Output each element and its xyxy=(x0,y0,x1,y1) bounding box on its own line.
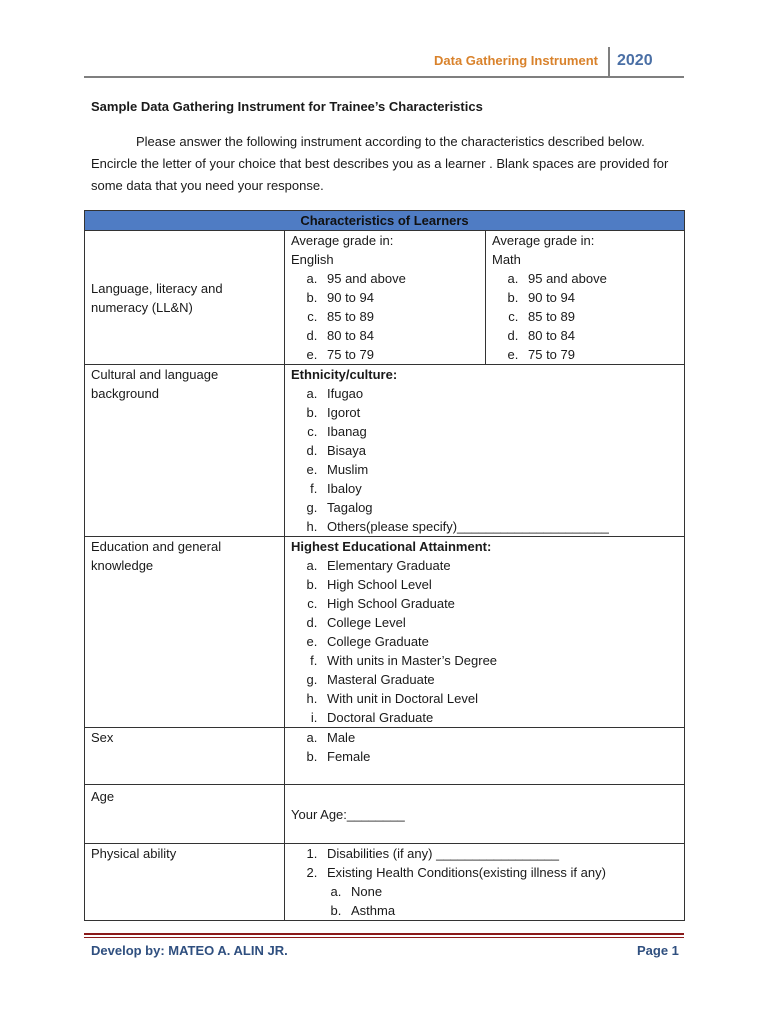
english-subject: English xyxy=(291,252,334,267)
english-option[interactable]: d. 80 to 84 xyxy=(321,326,479,345)
footer-rule-thin xyxy=(84,937,684,938)
row-label-physical: Physical ability xyxy=(85,844,285,921)
math-option[interactable]: a. 95 and above xyxy=(522,269,678,288)
culture-cell xyxy=(285,365,685,537)
characteristics-table xyxy=(84,210,685,921)
physical-items xyxy=(291,844,678,920)
intro-paragraph xyxy=(91,131,691,197)
math-option[interactable]: c. 85 to 89 xyxy=(522,307,678,326)
english-grade-cell xyxy=(285,231,486,365)
math-subject: Math xyxy=(492,252,521,267)
sex-options xyxy=(291,728,678,766)
document-title: Sample Data Gathering Instrument for Trainee’s Characteristics xyxy=(91,99,483,114)
row-label-age: Age xyxy=(85,785,285,844)
education-option[interactable]: i. Doctoral Graduate xyxy=(321,708,678,727)
math-grade-cell xyxy=(486,231,685,365)
english-options xyxy=(291,269,479,364)
english-option[interactable]: c. 85 to 89 xyxy=(321,307,479,326)
footer-page-number: Page 1 xyxy=(637,943,679,958)
education-option[interactable]: c. High School Graduate xyxy=(321,594,678,613)
culture-option-others[interactable]: h. Others(please specify)_____________________ xyxy=(321,517,678,536)
education-option[interactable]: a. Elementary Graduate xyxy=(321,556,678,575)
age-cell xyxy=(285,785,685,844)
table-row-llen xyxy=(85,231,685,365)
culture-option[interactable]: a. Ifugao xyxy=(321,384,678,403)
header-rule xyxy=(84,76,684,78)
education-option[interactable]: g. Masteral Graduate xyxy=(321,670,678,689)
row-label-culture: Cultural and language background xyxy=(85,365,285,537)
health-option[interactable]: a. None xyxy=(345,882,678,901)
health-options xyxy=(327,882,678,920)
table-row-culture xyxy=(85,365,685,537)
education-option[interactable]: f. With units in Master’s Degree xyxy=(321,651,678,670)
math-title: Average grade in: xyxy=(492,233,595,248)
education-option[interactable]: h. With unit in Doctoral Level xyxy=(321,689,678,708)
row-label-education: Education and general knowledge xyxy=(85,537,285,728)
education-option[interactable]: e. College Graduate xyxy=(321,632,678,651)
footer-rule-thick xyxy=(84,933,684,935)
culture-option[interactable]: f. Ibaloy xyxy=(321,479,678,498)
english-option[interactable]: a. 95 and above xyxy=(321,269,479,288)
culture-option[interactable]: d. Bisaya xyxy=(321,441,678,460)
header-title: Data Gathering Instrument xyxy=(434,53,598,68)
age-input[interactable]: Your Age:________ xyxy=(291,806,405,822)
education-options xyxy=(291,556,678,727)
row-label-llen: Language, literacy and numeracy (LL&N) xyxy=(85,231,285,365)
math-option[interactable]: e. 75 to 79 xyxy=(522,345,678,364)
education-option[interactable]: b. High School Level xyxy=(321,575,678,594)
header-separator xyxy=(608,47,610,77)
row-label-sex: Sex xyxy=(85,728,285,785)
education-option[interactable]: d. College Level xyxy=(321,613,678,632)
culture-option[interactable]: g. Tagalog xyxy=(321,498,678,517)
physical-item-health-label: Existing Health Conditions(existing illness if any) xyxy=(327,865,606,880)
culture-title: Ethnicity/culture: xyxy=(291,367,398,382)
culture-option[interactable]: b. Igorot xyxy=(321,403,678,422)
english-title: Average grade in: xyxy=(291,233,394,248)
english-option[interactable]: b. 90 to 94 xyxy=(321,288,479,307)
sex-cell xyxy=(285,728,685,785)
sex-option[interactable]: a. Male xyxy=(321,728,678,747)
education-cell xyxy=(285,537,685,728)
physical-item-health xyxy=(321,863,678,920)
table-header: Characteristics of Learners xyxy=(85,211,685,231)
physical-cell xyxy=(285,844,685,921)
math-option[interactable]: b. 90 to 94 xyxy=(522,288,678,307)
table-row-physical xyxy=(85,844,685,921)
culture-option[interactable]: e. Muslim xyxy=(321,460,678,479)
education-title: Highest Educational Attainment: xyxy=(291,539,492,554)
table-row-age xyxy=(85,785,685,844)
math-option[interactable]: d. 80 to 84 xyxy=(522,326,678,345)
table-row-sex xyxy=(85,728,685,785)
physical-item-disabilities[interactable]: 1. Disabilities (if any) _________________ xyxy=(321,844,678,863)
intro-text: Please answer the following instrument according to the characteristics described below. Encircle the letter of your choice that best describes you as a learner . Blank spaces are provided for some data that you need your response. xyxy=(91,134,669,193)
footer-developer: Develop by: MATEO A. ALIN JR. xyxy=(91,943,288,958)
sex-option[interactable]: b. Female xyxy=(321,747,678,766)
english-option[interactable]: e. 75 to 79 xyxy=(321,345,479,364)
health-option[interactable]: b. Asthma xyxy=(345,901,678,920)
header-year: 2020 xyxy=(617,52,653,69)
culture-options xyxy=(291,384,678,536)
culture-option[interactable]: c. Ibanag xyxy=(321,422,678,441)
math-options xyxy=(492,269,678,364)
table-row-education xyxy=(85,537,685,728)
